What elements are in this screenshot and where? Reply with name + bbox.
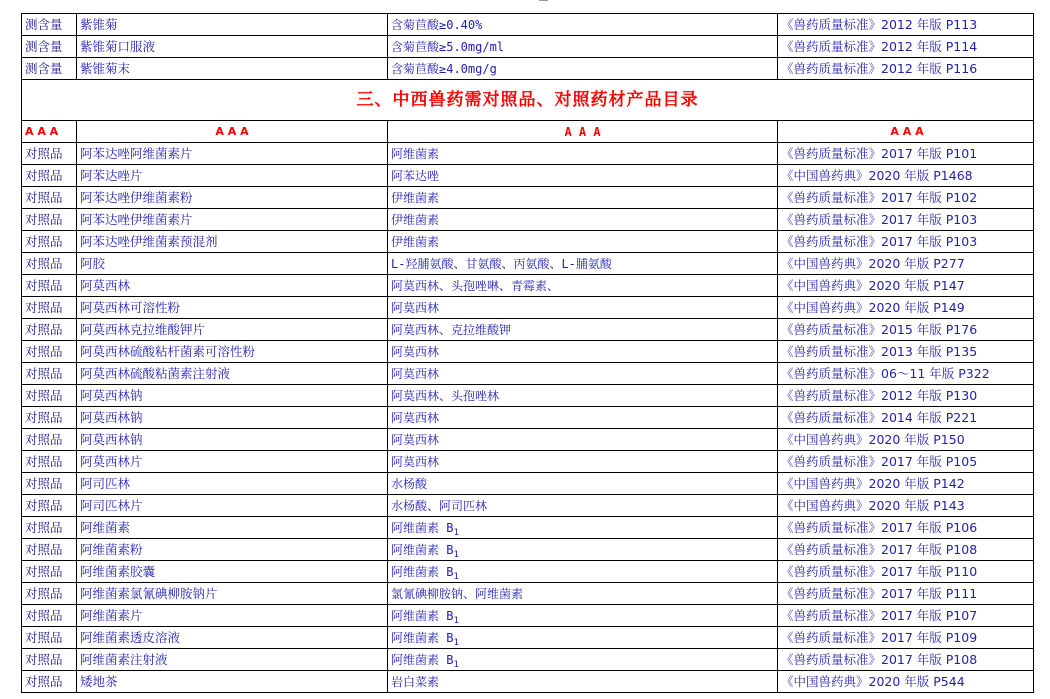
category-cell-text: 对照品: [25, 563, 63, 579]
table-row: [22, 429, 1034, 451]
product-name-cell: [77, 627, 388, 649]
product-name-cell: [77, 363, 388, 385]
reference-cell: [388, 473, 778, 495]
category-cell: [22, 385, 77, 407]
category-cell: [22, 143, 77, 165]
standard-cell-text: 《中国兽药典》2020 年版 P544: [781, 673, 965, 689]
product-name-cell-text: 阿司匹林: [80, 475, 131, 491]
category-cell-text: 对照品: [25, 365, 63, 381]
category-cell-text: 对照品: [25, 475, 63, 491]
product-name-cell: [77, 297, 388, 319]
product-name-cell: [77, 583, 388, 605]
table-row: [22, 187, 1034, 209]
subscript: 1: [453, 637, 459, 648]
standard-cell: [778, 495, 1034, 517]
standard-cell-text: 《兽药质量标准》2017 年版 P103: [781, 211, 978, 227]
product-name-cell-text: 阿苯达唑伊维菌素片: [80, 211, 193, 227]
reference-cell-text: 阿莫西林: [391, 366, 440, 381]
reference-cell: [388, 143, 778, 165]
table-row: [22, 495, 1034, 517]
reference-cell: [388, 187, 778, 209]
product-name-cell-text: 阿维菌素透皮溶液: [80, 629, 181, 645]
reference-cell: [388, 253, 778, 275]
product-name-cell: [77, 253, 388, 275]
category-cell-text: 对照品: [25, 387, 63, 403]
reference-cell: [388, 649, 778, 671]
product-name-cell: [77, 407, 388, 429]
product-name-cell: 紫锥菊口服液: [77, 36, 388, 58]
standard-cell: [778, 539, 1034, 561]
product-name-cell-text: 阿莫西林可溶性粉: [80, 299, 181, 315]
reference-cell-text: 阿莫西林、头孢唑林: [391, 388, 500, 403]
category-cell: [22, 451, 77, 473]
table-row: [22, 165, 1034, 187]
reference-cell-text: 阿莫西林: [391, 344, 440, 359]
reference-cell-text: 阿莫西林、头孢唑啉、青霉素、: [391, 278, 560, 293]
category-cell: [22, 583, 77, 605]
category-cell: 测含量: [22, 14, 77, 36]
category-cell-text: 对照品: [25, 497, 63, 513]
subscript: 1: [453, 571, 459, 582]
product-name-cell: [77, 165, 388, 187]
product-name-cell-text: 阿维菌素氯氰碘柳胺钠片: [80, 585, 218, 601]
product-name-cell-text: 阿胶: [80, 255, 106, 271]
product-name-cell: [77, 143, 388, 165]
category-cell-text: 对照品: [25, 299, 63, 315]
table-row: [22, 649, 1034, 671]
category-cell: 测含量: [22, 58, 77, 80]
reference-cell-text: 阿维菌素 B: [391, 652, 454, 667]
table-row: [22, 473, 1034, 495]
reference-cell: [388, 605, 778, 627]
category-cell-text: 对照品: [25, 145, 63, 161]
standard-cell: [778, 561, 1034, 583]
standard-cell-text: 《兽药质量标准》06～11 年版 P322: [781, 365, 990, 381]
standard-cell: 《兽药质量标准》2012 年版 P114: [778, 36, 1034, 58]
standard-cell-text: 《中国兽药典》2020 年版 P142: [781, 475, 965, 491]
category-cell-text: 对照品: [25, 189, 63, 205]
standard-cell-text: 《中国兽药典》2020 年版 P143: [781, 497, 965, 513]
category-cell: [22, 429, 77, 451]
category-cell-text: 对照品: [25, 277, 63, 293]
standard-cell: [778, 187, 1034, 209]
category-cell-text: 对照品: [25, 585, 63, 601]
table-row: [22, 297, 1034, 319]
reference-cell: 含菊苣酸≥4.0mg/g: [388, 58, 778, 80]
table-row: [22, 561, 1034, 583]
reference-cell-text: 阿莫西林: [391, 300, 440, 315]
reference-cell-text: 岩白菜素: [391, 674, 440, 689]
category-cell: [22, 649, 77, 671]
product-name-cell-text: 阿莫西林片: [80, 453, 143, 469]
category-cell: [22, 209, 77, 231]
standard-cell: [778, 275, 1034, 297]
standard-cell-text: 《兽药质量标准》2017 年版 P108: [781, 541, 978, 557]
product-name-cell: [77, 275, 388, 297]
reference-cell: [388, 451, 778, 473]
reference-cell: [388, 165, 778, 187]
subscript: 1: [453, 549, 459, 560]
category-cell: [22, 297, 77, 319]
product-name-cell: [77, 517, 388, 539]
product-name-cell: [77, 649, 388, 671]
reference-table: [21, 13, 1034, 693]
reference-cell-text: 氯氰碘柳胺钠、阿维菌素: [391, 586, 524, 601]
standard-cell: [778, 671, 1034, 693]
reference-cell: [388, 385, 778, 407]
standard-cell: [778, 341, 1034, 363]
product-name-cell: [77, 319, 388, 341]
section-title: 三、中西兽药需对照品、对照药材产品目录: [22, 80, 1034, 121]
reference-cell: [388, 341, 778, 363]
category-cell-text: 对照品: [25, 409, 63, 425]
category-cell-text: 对照品: [25, 673, 63, 689]
table-row: [22, 36, 1034, 58]
product-name-cell: [77, 473, 388, 495]
reference-cell-text: 伊维菌素: [391, 190, 440, 205]
reference-cell: [388, 671, 778, 693]
category-cell: [22, 605, 77, 627]
table-row: [22, 407, 1034, 429]
top-marker: [539, 0, 548, 1]
standard-cell: [778, 517, 1034, 539]
subscript: 1: [453, 659, 459, 670]
reference-cell: [388, 231, 778, 253]
category-cell-text: 对照品: [25, 651, 63, 667]
product-name-cell-text: 阿莫西林克拉维酸钾片: [80, 321, 206, 337]
category-cell: [22, 341, 77, 363]
product-name-cell-text: 阿莫西林钠: [80, 431, 143, 447]
table-row: [22, 209, 1034, 231]
product-name-cell: [77, 187, 388, 209]
product-name-cell: [77, 539, 388, 561]
standard-cell-text: 《中国兽药典》2020 年版 P149: [781, 299, 965, 315]
product-name-cell: 紫锥菊: [77, 14, 388, 36]
table-row: [22, 605, 1034, 627]
standard-cell-text: 《兽药质量标准》2017 年版 P103: [781, 233, 978, 249]
category-cell: [22, 231, 77, 253]
standard-cell-text: 《兽药质量标准》2017 年版 P108: [781, 651, 978, 667]
table-row: [22, 143, 1034, 165]
product-name-cell: [77, 671, 388, 693]
category-cell-text: 对照品: [25, 453, 63, 469]
product-name-cell-text: 阿维菌素片: [80, 607, 143, 623]
table-row: [22, 451, 1034, 473]
product-name-cell-text: 阿维菌素粉: [80, 541, 143, 557]
table-row: [22, 517, 1034, 539]
table-row: [22, 231, 1034, 253]
category-cell: [22, 407, 77, 429]
reference-cell-text: 水杨酸、阿司匹林: [391, 498, 488, 513]
table-row: [22, 14, 1034, 36]
product-name-cell: [77, 209, 388, 231]
product-name-cell-text: 阿莫西林硫酸粘杆菌素可溶性粉: [80, 343, 256, 359]
header-cell: A A A: [22, 121, 77, 143]
header-cell: A A A: [778, 121, 1034, 143]
category-cell: [22, 627, 77, 649]
header-row: [22, 121, 1034, 143]
standard-cell: [778, 231, 1034, 253]
reference-cell: [388, 275, 778, 297]
standard-cell: [778, 429, 1034, 451]
reference-cell-text: 阿维菌素 B: [391, 520, 454, 535]
standard-cell-text: 《兽药质量标准》2017 年版 P107: [781, 607, 978, 623]
table-row: [22, 539, 1034, 561]
reference-cell: [388, 363, 778, 385]
reference-cell: 含菊苣酸≥5.0mg/ml: [388, 36, 778, 58]
reference-cell: [388, 319, 778, 341]
product-name-cell: [77, 385, 388, 407]
product-name-cell-text: 阿苯达唑伊维菌素预混剂: [80, 233, 218, 249]
product-name-cell-text: 阿莫西林硫酸粘菌素注射液: [80, 365, 231, 381]
table-row: [22, 671, 1034, 693]
standard-cell-text: 《兽药质量标准》2017 年版 P109: [781, 629, 978, 645]
table-row: [22, 341, 1034, 363]
standard-cell-text: 《兽药质量标准》2017 年版 P105: [781, 453, 978, 469]
category-cell-text: 对照品: [25, 321, 63, 337]
product-name-cell: [77, 341, 388, 363]
category-cell-text: 对照品: [25, 233, 63, 249]
reference-cell-text: L-羟脯氨酸、甘氨酸、丙氨酸、L-脯氨酸: [391, 256, 612, 271]
standard-cell-text: 《中国兽药典》2020 年版 P150: [781, 431, 965, 447]
standard-cell: [778, 363, 1034, 385]
category-cell: [22, 517, 77, 539]
table-row: [22, 319, 1034, 341]
standard-cell-text: 《兽药质量标准》2017 年版 P111: [781, 585, 978, 601]
product-name-cell-text: 阿司匹林片: [80, 497, 143, 513]
subscript: 1: [453, 615, 459, 626]
reference-cell: [388, 495, 778, 517]
product-name-cell: [77, 451, 388, 473]
table-row: [22, 253, 1034, 275]
product-name-cell-text: 阿莫西林钠: [80, 387, 143, 403]
product-name-cell-text: 阿维菌素注射液: [80, 651, 168, 667]
category-cell: [22, 165, 77, 187]
product-name-cell-text: 阿维菌素胶囊: [80, 563, 156, 579]
reference-cell-text: 阿苯达唑: [391, 168, 440, 183]
product-name-cell-text: 阿维菌素: [80, 519, 131, 535]
category-cell-text: 对照品: [25, 211, 63, 227]
standard-cell: 《兽药质量标准》2012 年版 P116: [778, 58, 1034, 80]
category-cell-text: 对照品: [25, 541, 63, 557]
reference-cell: [388, 209, 778, 231]
standard-cell: [778, 451, 1034, 473]
header-cell: A A A: [388, 121, 778, 143]
table-row: [22, 275, 1034, 297]
product-name-cell-text: 阿苯达唑阿维菌素片: [80, 145, 193, 161]
reference-cell-text: 阿莫西林: [391, 454, 440, 469]
table-row: [22, 58, 1034, 80]
table-row: [22, 583, 1034, 605]
standard-cell-text: 《兽药质量标准》2017 年版 P110: [781, 563, 978, 579]
category-cell: [22, 473, 77, 495]
reference-cell: [388, 297, 778, 319]
category-cell: [22, 187, 77, 209]
reference-cell-text: 伊维菌素: [391, 212, 440, 227]
product-name-cell: [77, 495, 388, 517]
category-cell: [22, 319, 77, 341]
standard-cell-text: 《兽药质量标准》2012 年版 P130: [781, 387, 978, 403]
product-name-cell-text: 阿莫西林钠: [80, 409, 143, 425]
product-name-cell-text: 阿苯达唑片: [80, 167, 143, 183]
standard-cell: [778, 143, 1034, 165]
category-cell: [22, 671, 77, 693]
reference-cell-text: 阿莫西林: [391, 410, 440, 425]
standard-cell-text: 《兽药质量标准》2017 年版 P102: [781, 189, 978, 205]
reference-cell-text: 阿维菌素 B: [391, 608, 454, 623]
reference-cell: [388, 561, 778, 583]
category-cell-text: 对照品: [25, 519, 63, 535]
product-name-cell-text: 矮地茶: [80, 673, 118, 689]
standard-cell: [778, 385, 1034, 407]
category-cell-text: 对照品: [25, 343, 63, 359]
section-title-row: [22, 80, 1034, 121]
reference-cell: [388, 517, 778, 539]
table-row: [22, 363, 1034, 385]
standard-cell-text: 《兽药质量标准》2013 年版 P135: [781, 343, 978, 359]
reference-cell-text: 阿维菌素 B: [391, 564, 454, 579]
standard-cell: [778, 319, 1034, 341]
product-name-cell-text: 阿莫西林: [80, 277, 131, 293]
category-cell: [22, 495, 77, 517]
category-cell-text: 对照品: [25, 255, 63, 271]
standard-cell: [778, 165, 1034, 187]
product-name-cell: [77, 429, 388, 451]
category-cell-text: 对照品: [25, 629, 63, 645]
category-cell: [22, 561, 77, 583]
standard-cell: [778, 209, 1034, 231]
category-cell-text: 对照品: [25, 431, 63, 447]
reference-cell-text: 阿维菌素 B: [391, 542, 454, 557]
standard-cell: [778, 473, 1034, 495]
product-name-cell-text: 阿苯达唑伊维菌素粉: [80, 189, 193, 205]
standard-cell-text: 《兽药质量标准》2015 年版 P176: [781, 321, 978, 337]
category-cell-text: 对照品: [25, 607, 63, 623]
standard-cell-text: 《兽药质量标准》2017 年版 P106: [781, 519, 978, 535]
product-name-cell: [77, 231, 388, 253]
reference-cell: [388, 627, 778, 649]
reference-cell: [388, 429, 778, 451]
standard-cell: [778, 297, 1034, 319]
standard-cell: [778, 407, 1034, 429]
standard-cell: [778, 627, 1034, 649]
standard-cell-text: 《中国兽药典》2020 年版 P1468: [781, 167, 973, 183]
subscript: 1: [453, 527, 459, 538]
reference-cell: [388, 407, 778, 429]
reference-cell-text: 阿维菌素: [391, 146, 440, 161]
category-cell: 测含量: [22, 36, 77, 58]
product-name-cell: 紫锥菊末: [77, 58, 388, 80]
product-name-cell: [77, 561, 388, 583]
standard-cell: [778, 605, 1034, 627]
reference-cell: 含菊苣酸≥0.40%: [388, 14, 778, 36]
standard-cell-text: 《中国兽药典》2020 年版 P147: [781, 277, 965, 293]
reference-cell-text: 伊维菌素: [391, 234, 440, 249]
reference-cell-text: 阿莫西林: [391, 432, 440, 447]
standard-cell: [778, 649, 1034, 671]
standard-cell-text: 《兽药质量标准》2017 年版 P101: [781, 145, 978, 161]
category-cell: [22, 275, 77, 297]
standard-cell-text: 《兽药质量标准》2014 年版 P221: [781, 409, 978, 425]
standard-cell: [778, 583, 1034, 605]
standard-cell: [778, 253, 1034, 275]
reference-cell-text: 阿维菌素 B: [391, 630, 454, 645]
category-cell: [22, 363, 77, 385]
reference-cell: [388, 583, 778, 605]
table-body: [22, 14, 1034, 693]
standard-cell-text: 《中国兽药典》2020 年版 P277: [781, 255, 965, 271]
category-cell-text: 对照品: [25, 167, 63, 183]
table-row: [22, 385, 1034, 407]
category-cell: [22, 539, 77, 561]
reference-cell-text: 水杨酸: [391, 476, 428, 491]
reference-cell-text: 阿莫西林、克拉维酸钾: [391, 322, 512, 337]
table-row: [22, 627, 1034, 649]
standard-cell: 《兽药质量标准》2012 年版 P113: [778, 14, 1034, 36]
category-cell: [22, 253, 77, 275]
product-name-cell: [77, 605, 388, 627]
header-cell: A A A: [77, 121, 388, 143]
reference-cell: [388, 539, 778, 561]
